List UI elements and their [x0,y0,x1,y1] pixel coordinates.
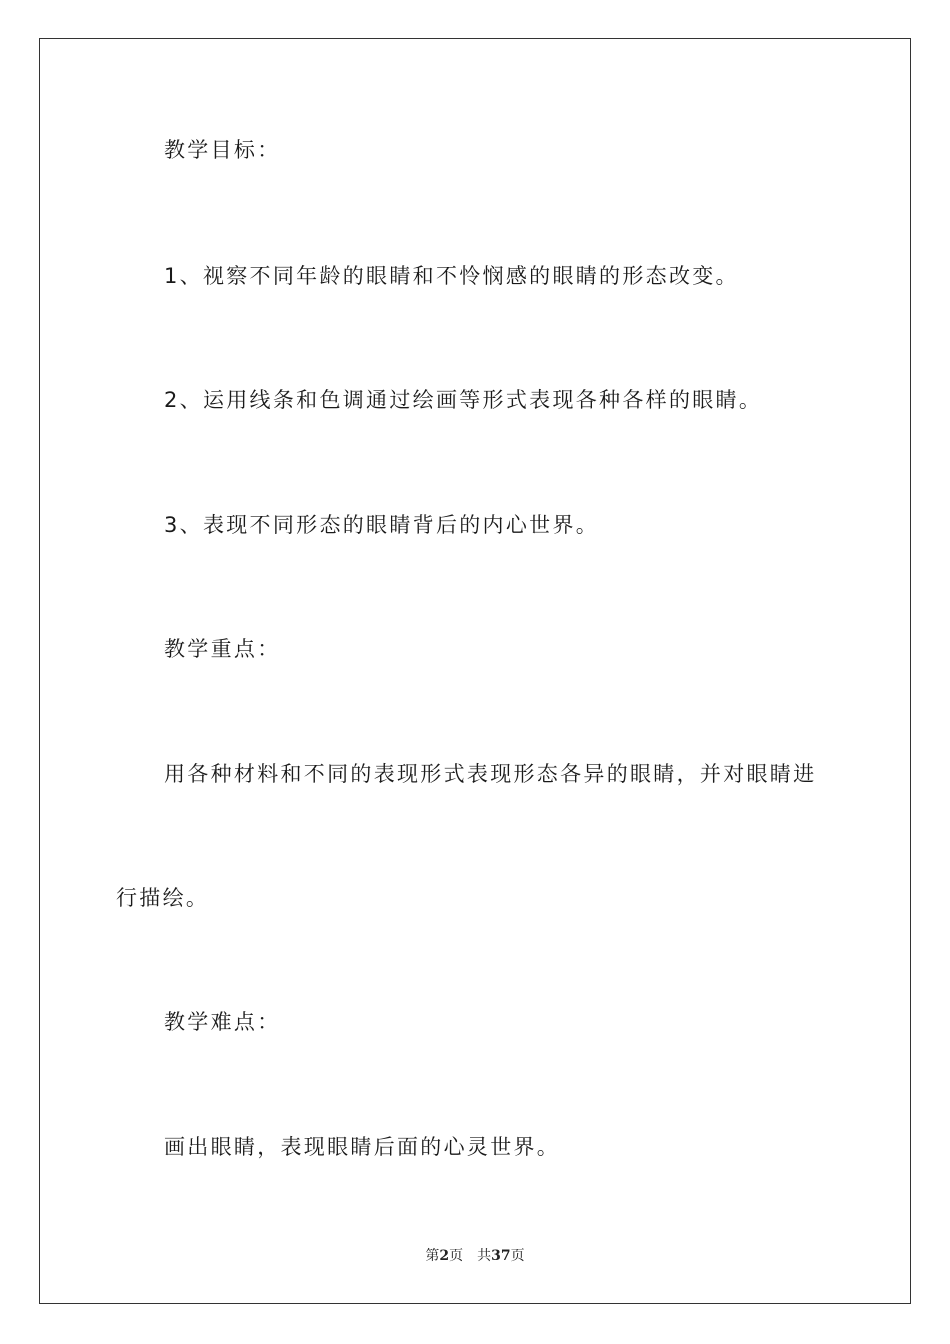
heading-teaching-key-points: 教学重点： [164,637,281,661]
total-pages: 37 [491,1248,511,1264]
total-prefix: 共 [477,1248,492,1264]
key-points-line-1: 用各种材料和不同的表现形式表现形态各异的眼睛，并对眼睛进 [164,762,817,786]
page-suffix: 页 [449,1248,464,1264]
goal-item-1: 1、视察不同年龄的眼睛和不怜悯感的眼睛的形态改变。 [164,264,739,288]
page-prefix: 第 [425,1248,440,1264]
goal-item-3: 3、表现不同形态的眼睛背后的内心世界。 [164,513,600,537]
goal-item-2: 2、运用线条和色调通过绘画等形式表现各种各样的眼睛。 [164,388,763,412]
page-footer [0,1246,950,1266]
page-number: 2 [439,1248,450,1264]
total-suffix: 页 [510,1248,525,1264]
heading-teaching-difficulties: 教学难点： [164,1010,281,1034]
difficulty-text: 画出眼睛，表现眼睛后面的心灵世界。 [164,1135,561,1159]
page-frame [39,38,911,1304]
key-points-line-2: 行描绘。 [116,886,210,910]
heading-teaching-goals: 教学目标： [164,138,281,162]
